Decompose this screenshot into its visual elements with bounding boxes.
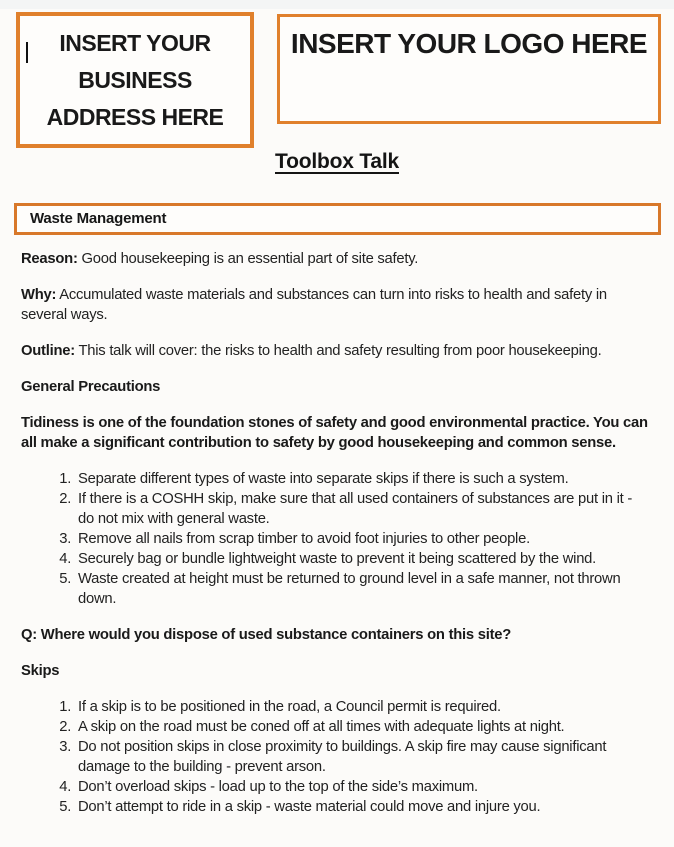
document-title xyxy=(0,150,674,174)
why-paragraph xyxy=(21,285,650,325)
skips-heading: Skips xyxy=(21,663,60,679)
outline-label: Outline: xyxy=(21,343,75,359)
list-item: 1. If a skip is to be positioned in the road, a Council permit is required. xyxy=(75,697,650,717)
outline-paragraph xyxy=(21,341,650,361)
list-item: 2. A skip on the road must be coned off at all times with adequate lights at night. xyxy=(75,717,650,737)
topic-header-bar xyxy=(14,203,661,235)
list-item: 4. Securely bag or bundle lightweight waste to prevent it being scattered by the wind. xyxy=(75,549,650,569)
topic-title: Waste Management xyxy=(30,210,167,227)
list-item: 3. Remove all nails from scrap timber to avoid foot injuries to other people. xyxy=(75,529,650,549)
list-item: 5. Don’t attempt to ride in a skip - waste material could move and injure you. xyxy=(75,797,650,817)
why-text: Accumulated waste materials and substances can turn into risks to health and safety in several ways. xyxy=(21,287,607,323)
address-line-1: INSERT YOUR xyxy=(59,29,211,56)
question-line: Q: Where would you dispose of used substance containers on this site? xyxy=(21,627,512,643)
list-item: 4. Don’t overload skips - load up to the top of the side’s maximum. xyxy=(75,777,650,797)
tidiness-paragraph: Tidiness is one of the foundation stones of safety and good environmental practice. You can all make a significant contribution to safety by good housekeeping and common sense. xyxy=(21,415,648,451)
reason-label: Reason: xyxy=(21,251,78,267)
document-body xyxy=(0,203,674,833)
list-item: 3. Do not position skips in close proximity to buildings. A skip fire may cause significant damage to the building - prevent arson. xyxy=(75,737,650,777)
logo-placeholder-text: INSERT YOUR LOGO HERE xyxy=(290,28,648,59)
general-precautions-list xyxy=(21,469,650,609)
address-line-3: ADDRESS HERE xyxy=(46,103,224,130)
page-top-edge xyxy=(0,0,674,9)
skips-list xyxy=(21,697,650,817)
business-address-placeholder-box[interactable] xyxy=(16,12,254,148)
logo-placeholder-box[interactable] xyxy=(277,14,661,124)
outline-text: This talk will cover: the risks to health and safety resulting from poor housekeeping. xyxy=(78,343,602,359)
address-line-2: BUSINESS xyxy=(78,66,192,93)
list-item: 1. Separate different types of waste into separate skips if there is such a system. xyxy=(75,469,650,489)
reason-paragraph xyxy=(21,249,650,269)
list-item: 5. Waste created at height must be returned to ground level in a safe manner, not thrown down. xyxy=(75,569,650,609)
general-precautions-heading: General Precautions xyxy=(21,379,161,395)
list-item: 2. If there is a COSHH skip, make sure that all used containers of substances are put in it - do not mix with general waste. xyxy=(75,489,650,529)
body-text xyxy=(0,249,674,817)
text-cursor xyxy=(26,42,28,63)
reason-text: Good housekeeping is an essential part of site safety. xyxy=(81,251,419,267)
document-title-text: Toolbox Talk xyxy=(275,150,399,173)
why-label: Why: xyxy=(21,287,57,303)
